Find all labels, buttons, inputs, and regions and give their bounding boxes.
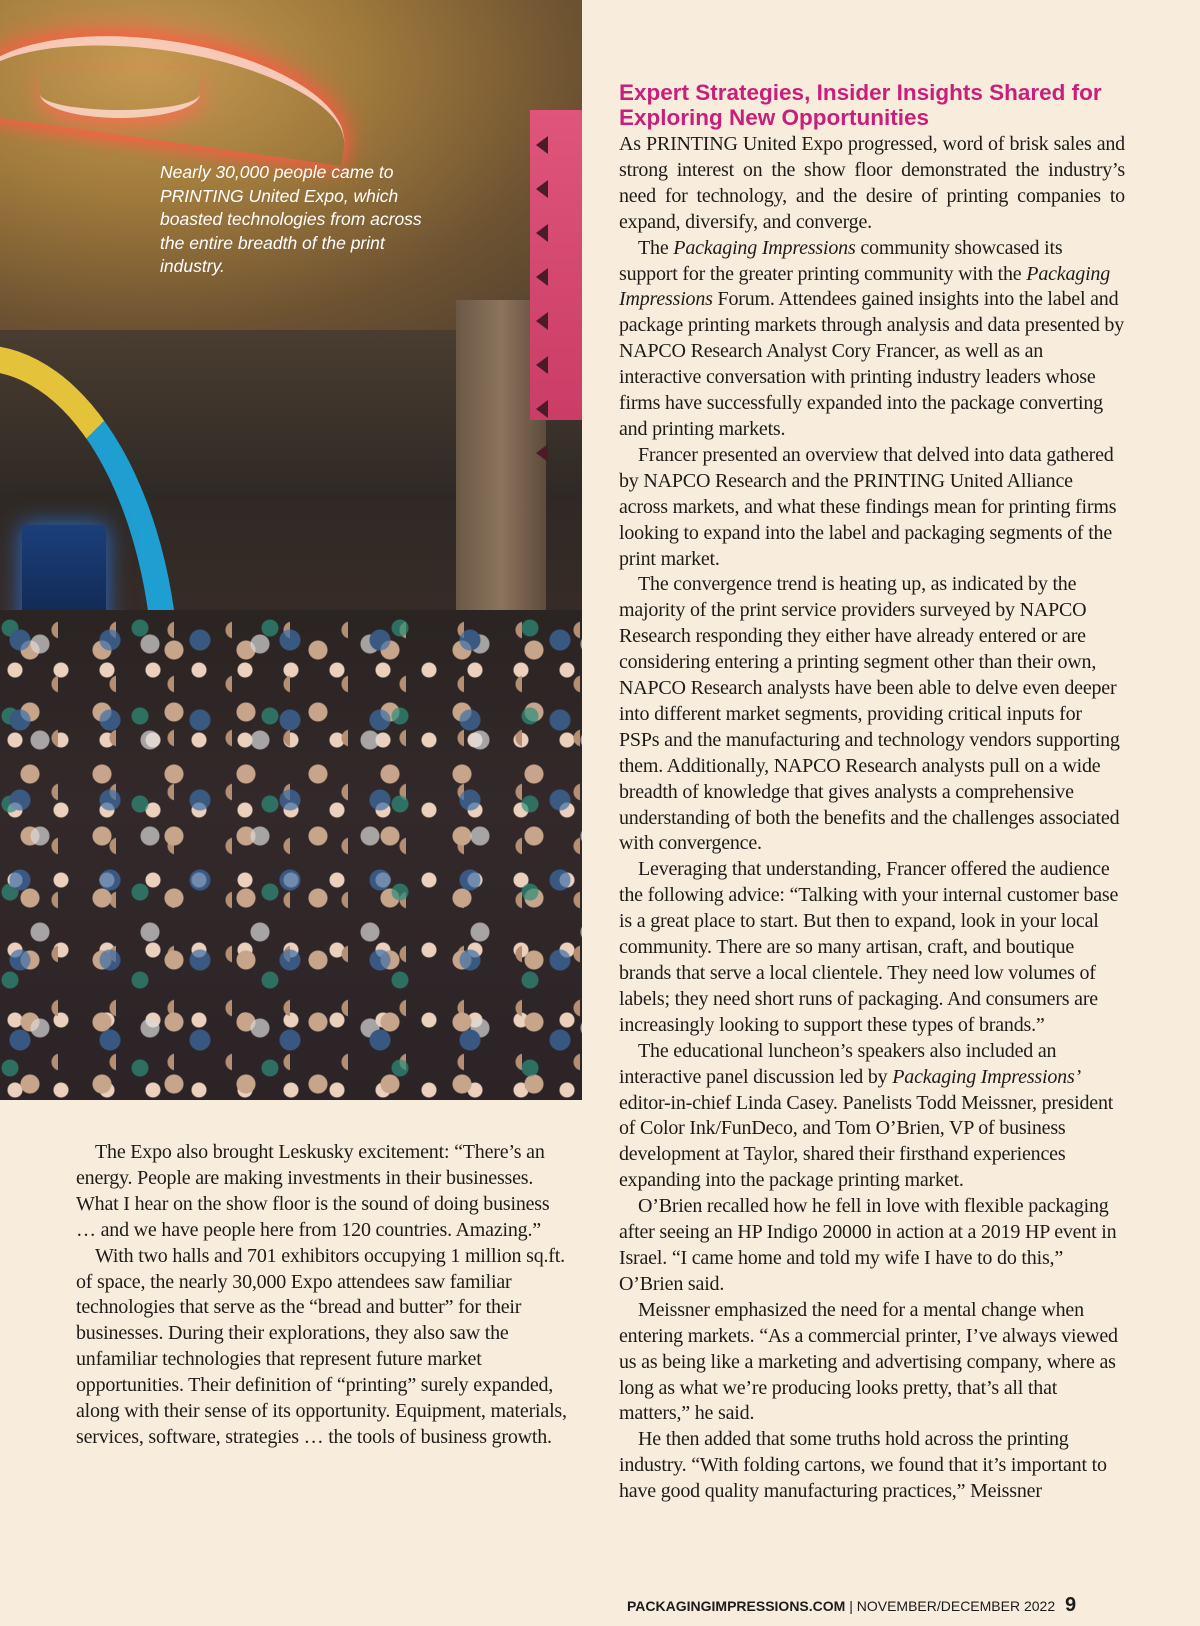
paragraph: The convergence trend is heating up, as indicated by the majority of the print service providers surveyed by NAPCO Research responding they either have already entered or are considering entering a printing segment other than their own, NAPCO Research analysts have been able to delve even deeper into different market segments, providing critical inputs for PSPs and the manufacturing and technology vendors supporting them. Additionally, NAPCO Research analysts pull on a wide breadth of knowledge that gives analysts a comprehensive understanding of both the benefits and the challenges associated with convergence. <box>619 573 1120 855</box>
section-heading: Expert Strategies, Insider Insights Shared for Exploring New Opportunities <box>619 80 1102 130</box>
page-number: 9 <box>1065 1594 1077 1616</box>
paragraph: With two halls and 701 exhibitors occupying 1 million sq.ft. of space, the nearly 30,000 Expo attendees saw familiar technologies that serve as the “bread and butter” for their businesses. During their explorations, they also saw the unfamiliar technologies that represent future market opportunities. Their definition of “printing” surely expanded, along with their sense of its opportunity. Equipment, materials, services, software, strategies … the tools of business growth. <box>76 1244 567 1448</box>
footer-separator: | <box>849 1598 853 1614</box>
paragraph: Francer presented an overview that delved into data gathered by NAPCO Research and the PRINTING United Alliance across markets, and what these findings mean for printing firms looking to expand into the label and packaging segments of the print market. <box>619 443 1117 570</box>
paragraph: The educational luncheon’s speakers also included an interactive panel discussion led by Packaging Impressions’ editor-in-chief Linda Casey. Panelists Todd Meissner, president of Color Ink/FunDeco, and Tom O’Brien, VP of business development at Taylor, shared their firsthand experiences expanding into the package printing market. <box>619 1039 1114 1192</box>
publication-title: Packaging Impressions’ <box>892 1065 1081 1088</box>
paragraph: He then added that some truths hold across the printing industry. “With folding cartons, we found that it’s important to have good quality manufacturing practices,” Meissner <box>619 1428 1107 1503</box>
neon-sign-detail <box>40 70 200 118</box>
footer-issue: NOVEMBER/DECEMBER 2022 <box>856 1598 1056 1614</box>
paragraph: Meissner emphasized the need for a mental change when entering markets. “As a commercial printer, I’ve always viewed us as being like a marketing and advertising company, where as long as what we’re producing looks pretty, that’s all that matters,” he said. <box>619 1298 1118 1425</box>
paragraph: As PRINTING United Expo progressed, word of brisk sales and strong interest on the show floor demonstrated the industry’s need for technology, and the desire of printing companies to expand, diversify, and converge. <box>619 133 1125 233</box>
paragraph: The Packaging Impressions community showcased its support for the greater printing community with the Packaging Impressions Forum. Attendees gained insights into the label and package printing markets through analysis and data presented by NAPCO Research Analyst Cory Francer, as well as an interactive conversation with printing industry leaders whose firms have successfully expanded into the package converting and printing markets. <box>619 236 1125 440</box>
photo-caption: Nearly 30,000 people came to PRINTING United Expo, which boasted technologies from across the entire breadth of the print industry. <box>160 162 422 276</box>
expo-crowd-photo <box>0 0 582 1100</box>
crowd <box>0 610 582 1100</box>
page-footer <box>627 1594 1087 1617</box>
paragraph: O’Brien recalled how he fell in love with flexible packaging after seeing an HP Indigo 20000 in action at a 2019 HP event in Israel. “I came home and told my wife I have to do this,” O’Brien said. <box>619 1195 1117 1295</box>
publication-title: Packaging Impressions <box>673 236 856 259</box>
publication-title: Packaging Impressions <box>619 262 1111 311</box>
footer-website: PACKAGINGIMPRESSIONS.COM <box>627 1598 846 1614</box>
left-column <box>76 1140 574 1451</box>
right-column <box>619 80 1125 1505</box>
hanging-banner <box>530 110 582 420</box>
paragraph: Leveraging that understanding, Francer offered the audience the following advice: “Talking with your internal customer base is a great place to start. But then to expand, look in your local community. There are so many artisan, craft, and boutique brands that serve a local clientele. They need low volumes of labels; they need short runs of packaging. And consumers are increasingly looking to support these types of brands.” <box>619 858 1119 1036</box>
paragraph: The Expo also brought Leskusky excitement: “There’s an energy. People are making investments in their businesses. What I hear on the show floor is the sound of doing business … and we have people here from 120 countries. Amazing.” <box>76 1141 550 1241</box>
